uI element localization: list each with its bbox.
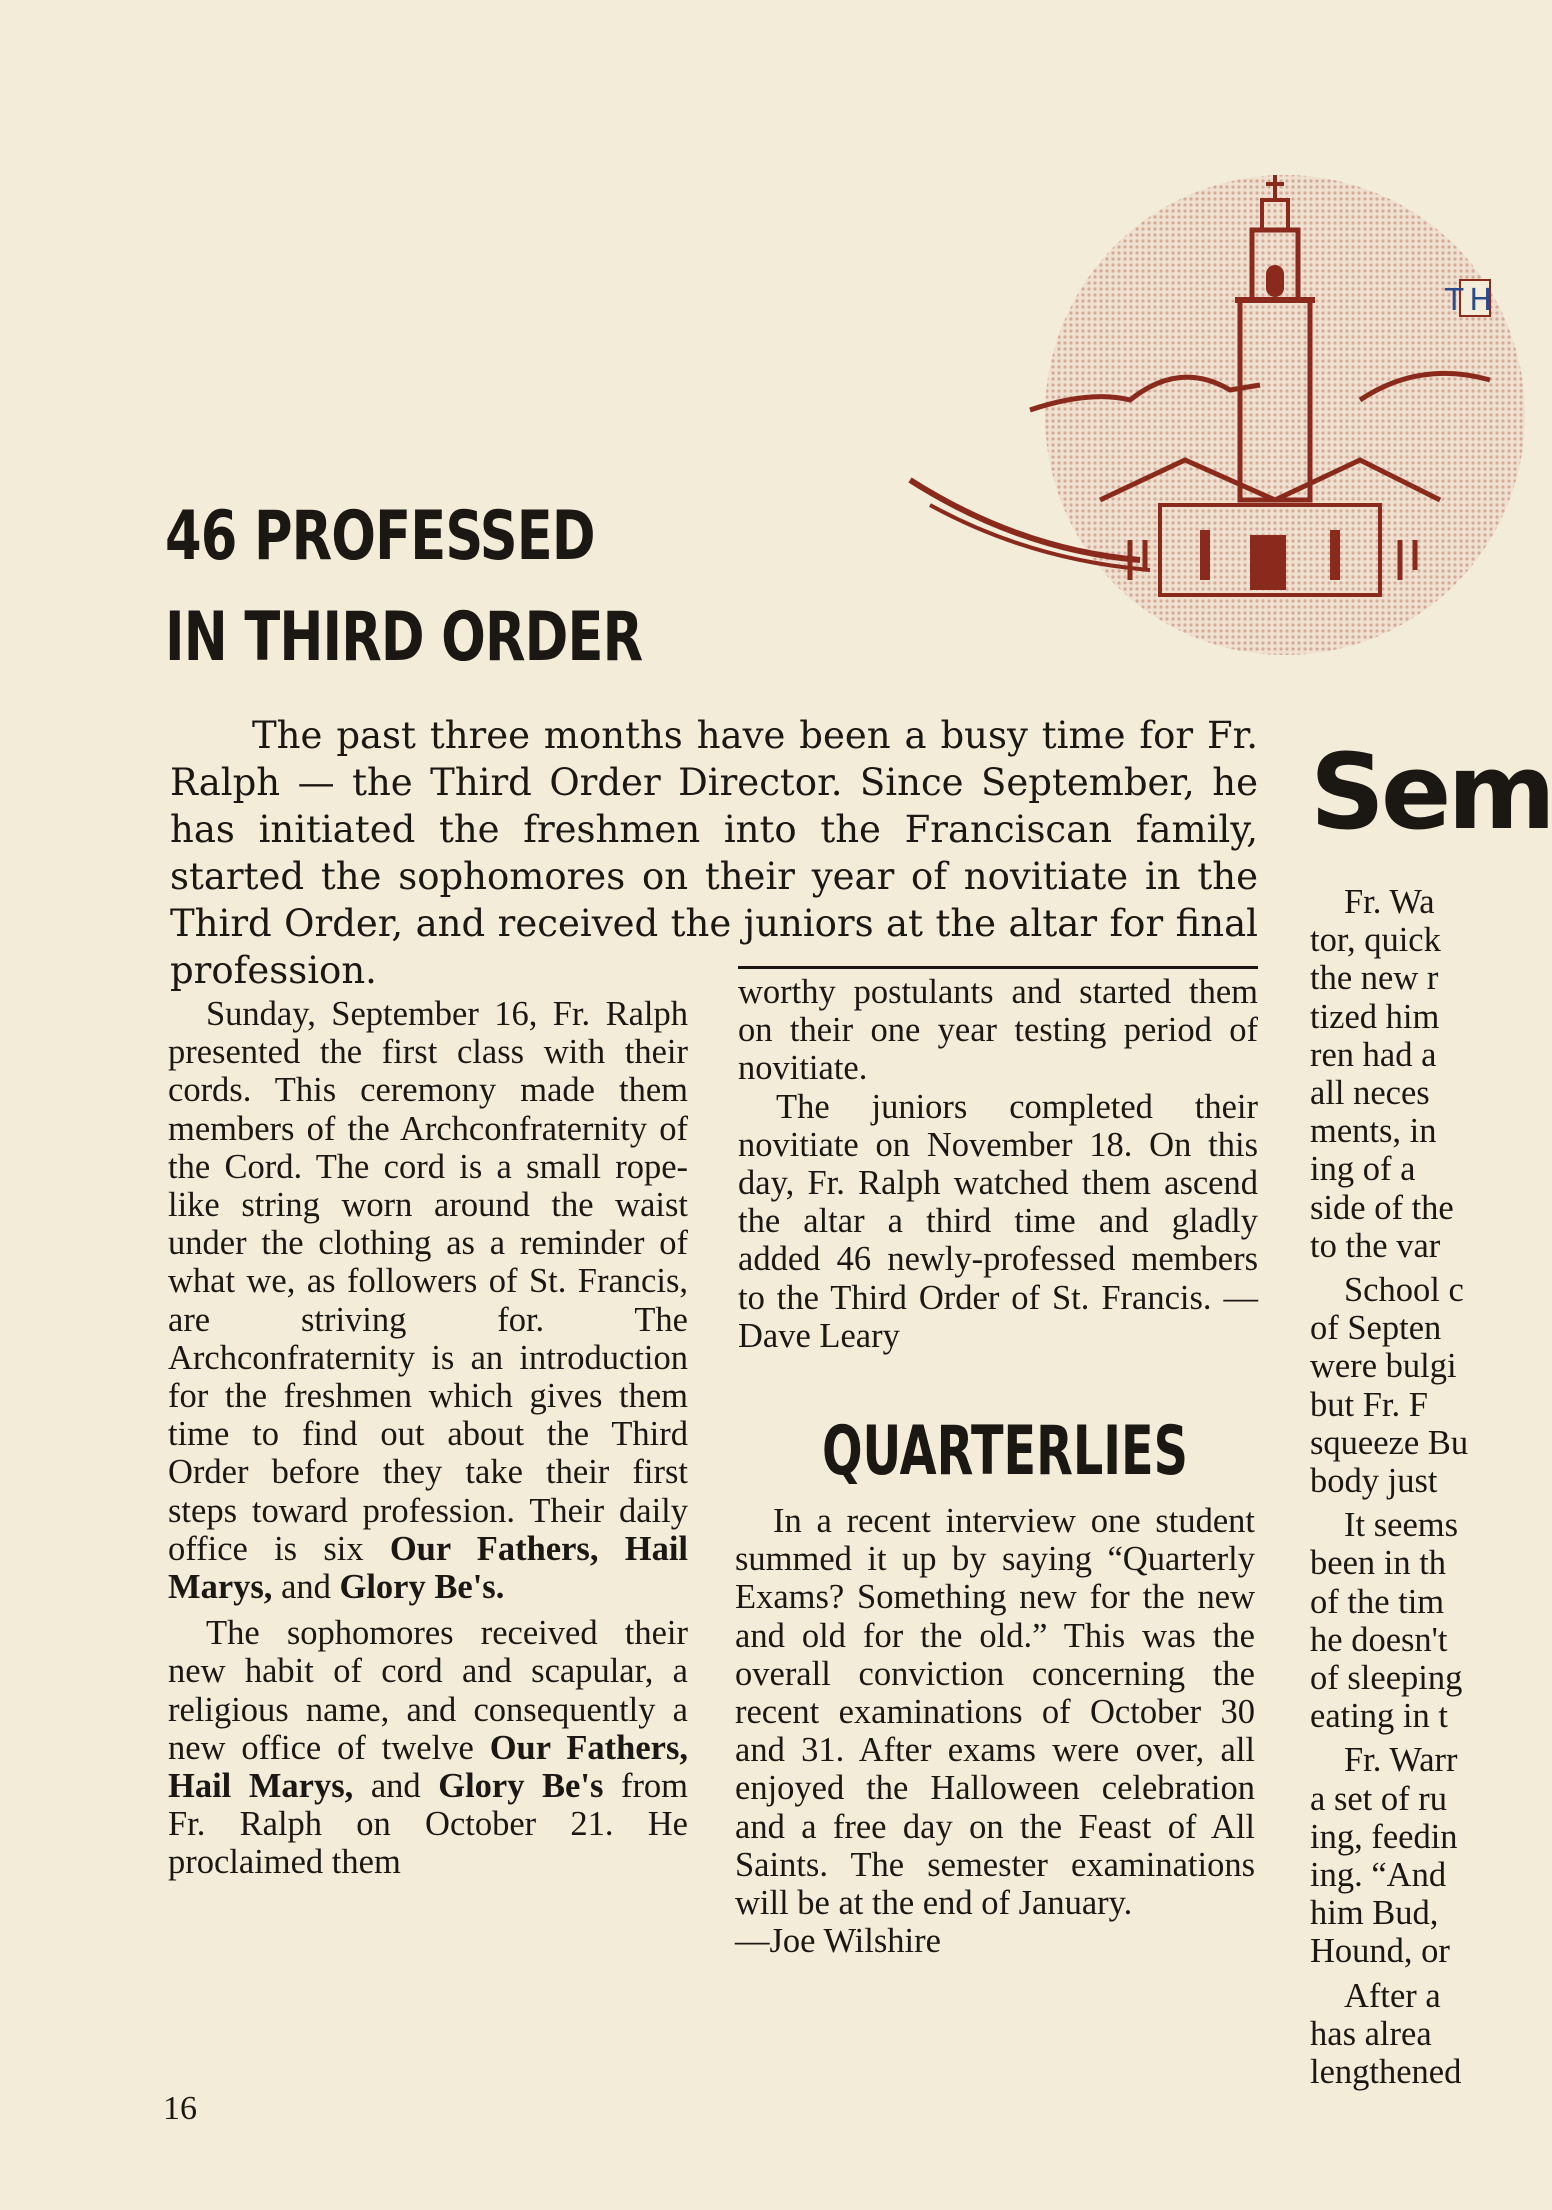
quarterlies-headline: QUARTERLIES bbox=[822, 1412, 1189, 1491]
headline-line-1: 46 PROFESSED bbox=[165, 497, 595, 576]
side-column-line: all neces bbox=[1310, 1074, 1430, 1113]
side-column-line: has alrea bbox=[1310, 2014, 1432, 2053]
side-column-line: been in th bbox=[1310, 1544, 1447, 1583]
quarterlies-signature: —Joe Wilshire bbox=[735, 1922, 941, 1961]
art-label: TH bbox=[1445, 283, 1498, 318]
side-column bbox=[1310, 883, 1490, 2091]
col1-p1-and: and bbox=[281, 1568, 331, 1607]
side-column-line: ing of a bbox=[1310, 1150, 1416, 1189]
side-column-line: him Bud, bbox=[1310, 1894, 1439, 1933]
side-column-line: side of the bbox=[1310, 1188, 1454, 1227]
side-column-line: the new r bbox=[1310, 959, 1439, 998]
lead-paragraph bbox=[170, 712, 1258, 994]
lead-text: The past three months have been a busy time for Fr. Ralph — the Third Order Director. Since September, he has initiated the freshmen into the Franciscan family, started the sophomores on their year of novitiate in the Third Order, and received the juniors at the altar for final profession. bbox=[170, 714, 1258, 992]
side-column-line: Fr. Warr bbox=[1344, 1741, 1458, 1780]
side-column-line: but Fr. F bbox=[1310, 1385, 1428, 1424]
side-column-line: of the tim bbox=[1310, 1582, 1445, 1621]
side-column-line: After a bbox=[1344, 1976, 1441, 2015]
mission-illustration bbox=[900, 160, 1498, 660]
headline-line-2: IN THIRD ORDER bbox=[165, 598, 643, 677]
side-column-line: Hound, or bbox=[1310, 1932, 1450, 1971]
col2-paragraph-1: worthy postulants and started them on their one year testing period of novitiate. bbox=[738, 973, 1258, 1088]
side-column-line: he doesn't bbox=[1310, 1620, 1448, 1659]
side-column-line: body just bbox=[1310, 1462, 1438, 1501]
col1-p2-text: The sophomores received their new habit of cord and scapular, a religious name, and consequently a new office of twelve bbox=[168, 1614, 688, 1767]
side-headline-fragment: Sem bbox=[1310, 731, 1552, 853]
column-2 bbox=[738, 973, 1258, 1355]
col1-p1-bold-1: Our Fathers, Hail Marys, bbox=[168, 1529, 688, 1607]
side-column-line: ren had a bbox=[1310, 1035, 1437, 1074]
side-column-line: School c bbox=[1344, 1271, 1464, 1310]
col1-paragraph-2 bbox=[168, 1614, 688, 1881]
col1-paragraph-1 bbox=[168, 995, 688, 1606]
side-column-line: of Septen bbox=[1310, 1309, 1442, 1348]
side-column-line: ing, feedin bbox=[1310, 1817, 1458, 1856]
quarterlies-body bbox=[735, 1502, 1255, 1960]
side-column-line: tor, quick bbox=[1310, 921, 1441, 960]
col1-p2-end: from Fr. Ralph on October 21. He proclaimed them bbox=[168, 1767, 689, 1882]
col1-p2-bold-1: Our Fathers, Hail Marys, bbox=[168, 1728, 688, 1806]
side-column-line: were bulgi bbox=[1310, 1347, 1457, 1386]
page-number: 16 bbox=[163, 2090, 197, 2127]
col1-p2-and: and bbox=[370, 1767, 421, 1806]
column-1 bbox=[168, 995, 688, 1882]
side-column-line: to the var bbox=[1310, 1226, 1441, 1265]
side-column-line: ments, in bbox=[1310, 1112, 1437, 1151]
side-column-line: It seems bbox=[1344, 1506, 1459, 1545]
side-column-line: of sleeping bbox=[1310, 1659, 1463, 1698]
column-divider-rule bbox=[738, 966, 1258, 969]
side-column-line: squeeze Bu bbox=[1310, 1423, 1469, 1462]
side-column-line: tized him bbox=[1310, 997, 1440, 1036]
side-column-line: eating in t bbox=[1310, 1697, 1448, 1736]
side-column-line: lengthened bbox=[1310, 2053, 1462, 2092]
col2-paragraph-2: The juniors completed their novitiate on November 18. On this day, Fr. Ralph watched them ascend the altar a third time and gladly added 46 newly-professed members to the Third Order of St. Francis. —Dave Leary bbox=[738, 1087, 1258, 1355]
col1-p2-bold-2: Glory Be's bbox=[438, 1767, 604, 1806]
col1-p1-bold-2: Glory Be's. bbox=[339, 1568, 505, 1607]
quarterlies-paragraph: In a recent interview one student summed it up by saying “Quarterly Exams? Something new for the new and old for the old.” This was the overall conviction concerning the recent examinations of October 30 and 31. After exams were over, all enjoyed the Halloween celebration and a free day on the Feast of All Saints. The semester examinations will be at the end of January. bbox=[735, 1502, 1255, 1923]
side-column-line: Fr. Wa bbox=[1344, 883, 1435, 921]
side-column-line: a set of ru bbox=[1310, 1779, 1447, 1818]
col1-p1-text: Sunday, September 16, Fr. Ralph presented the first class with their cords. This ceremony made them members of the Archconfraternity of the Cord. The cord is a small rope-like string worn around the waist under the clothing as a reminder of what we, as followers of St. Francis, are striving for. The Archconfraternity is an introduction for the freshmen which gives them time to find out about the Third Order before they take their first steps toward profession. Their daily office is six bbox=[168, 995, 688, 1568]
side-column-line: ing. “And bbox=[1310, 1856, 1447, 1895]
